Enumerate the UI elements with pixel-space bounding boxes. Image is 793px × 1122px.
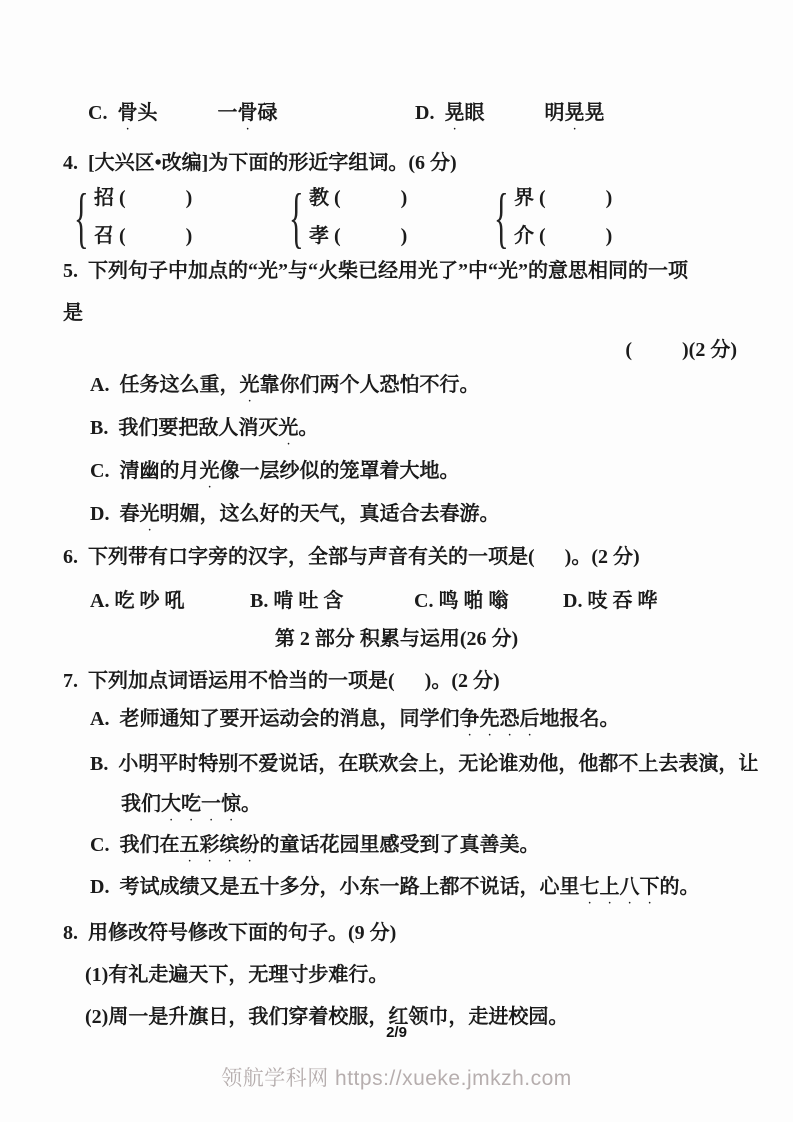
text-segment: 地报名。 xyxy=(539,708,620,730)
emphasized-text: 光 xyxy=(278,417,299,439)
text-segment xyxy=(157,102,217,124)
pair-word-bottom: 孝 ( ) xyxy=(309,225,408,247)
question8-item-2: (2)周一是升旗日，我们穿着校服，红领巾，走进校园。 xyxy=(85,1006,569,1028)
question4-stem: 4. [大兴区•改编]为下面的形近字组词。(6 分) xyxy=(63,152,457,174)
question7-option-a xyxy=(90,706,619,741)
text-segment: 明媚，这么好的天气，真适合去春游。 xyxy=(159,503,500,525)
emphasized-text: 五彩缤纷 xyxy=(179,834,260,856)
emphasized-text: 光 xyxy=(139,503,160,525)
question5-option-d xyxy=(90,501,499,536)
text-segment: A. 老师通知了要开运动会的消息，同学们 xyxy=(90,708,460,730)
text-segment: 的童话花园里感受到了真善美。 xyxy=(259,834,540,856)
text-segment: 眼 xyxy=(464,102,485,124)
question4-pair-group-3 xyxy=(494,179,613,255)
question4-pair-group-1 xyxy=(74,179,193,255)
pair-word-top: 招 ( ) xyxy=(94,187,193,209)
question6-option-a: A. 吃 吵 吼 xyxy=(90,590,185,612)
text-segment: 头 xyxy=(137,102,158,124)
text-segment: 。 xyxy=(241,793,261,815)
text-segment: D. 春 xyxy=(90,503,140,525)
text-segment: 晃 xyxy=(584,102,605,124)
pair-word-top: 界 ( ) xyxy=(514,187,613,209)
text-segment: D. 考试成绩又是五十多分，小东一路上都不说话，心里 xyxy=(90,876,580,898)
left-brace-glyph: { xyxy=(74,179,89,255)
question6-option-d: D. 吱 吞 哗 xyxy=(563,590,658,612)
question6-stem: 6. 下列带有口字旁的汉字，全部与声音有关的一项是( )。(2 分) xyxy=(63,546,640,568)
pair-word-bottom: 介 ( ) xyxy=(514,225,613,247)
question6-option-b: B. 啃 吐 含 xyxy=(250,590,344,612)
question8-stem: 8. 用修改符号修改下面的句子。(9 分) xyxy=(63,922,397,944)
question6-option-c: C. 鸣 啪 嗡 xyxy=(414,590,509,612)
text-segment: A. 任务这么重， xyxy=(90,374,240,396)
question4-pair-group-2 xyxy=(289,179,408,255)
emphasized-text: 骨 xyxy=(117,102,138,124)
text-segment: 。 xyxy=(298,417,319,439)
section2-title: 第 2 部分 积累与运用(26 分) xyxy=(274,628,519,650)
text-segment: 一 xyxy=(217,102,238,124)
left-brace-glyph: { xyxy=(289,179,304,255)
text-segment: 明 xyxy=(544,102,565,124)
question8-item-1: (1)有礼走遍天下，无理寸步难行。 xyxy=(85,964,389,986)
left-brace-glyph: { xyxy=(494,179,509,255)
question3-option-d xyxy=(415,100,604,135)
question5-stem-line1: 5. 下列句子中加点的“光”与“火柴已经用光了”中“光”的意思相同的一项 xyxy=(63,260,688,282)
page-number: 2/9 xyxy=(386,1024,407,1041)
question5-option-a xyxy=(90,372,479,407)
emphasized-text: 晃 xyxy=(564,102,585,124)
emphasized-text: 光 xyxy=(199,460,220,482)
question5-answer-blank: ( )(2 分) xyxy=(625,339,737,361)
emphasized-text: 光 xyxy=(239,374,260,396)
question7-stem: 7. 下列加点词语运用不恰当的一项是( )。(2 分) xyxy=(63,670,500,692)
question7-option-b-line2 xyxy=(121,791,261,826)
pair-word-top: 教 ( ) xyxy=(309,187,408,209)
text-segment: 的。 xyxy=(659,876,700,898)
text-segment: C. 我们在 xyxy=(90,834,180,856)
emphasized-text: 争先恐后 xyxy=(459,708,540,730)
text-segment: C. xyxy=(88,102,118,124)
text-segment: C. 清幽的月 xyxy=(90,460,200,482)
emphasized-text: 晃 xyxy=(444,102,465,124)
question7-option-d xyxy=(90,874,699,909)
text-segment xyxy=(484,102,544,124)
text-segment: D. xyxy=(415,102,445,124)
text-segment: B. 小明平时特别不爱说话，在联欢会上，无论谁劝他，他都不上去表演，让 xyxy=(90,753,759,775)
emphasized-text: 七上八下 xyxy=(579,876,660,898)
text-segment: 碌 xyxy=(257,102,278,124)
text-segment: B. 我们要把敌人消灭 xyxy=(90,417,279,439)
text-segment: 我们 xyxy=(121,793,161,815)
question5-option-c xyxy=(90,458,459,493)
watermark-text: 领航学科网 https://xueke.jmkzh.com xyxy=(221,1067,572,1090)
question7-option-c xyxy=(90,832,539,867)
emphasized-text: 大吃一惊 xyxy=(161,793,241,815)
text-segment: 像一层纱似的笼罩着大地。 xyxy=(219,460,460,482)
text-segment: 靠你们两个人恐怕不行。 xyxy=(259,374,480,396)
question3-option-c xyxy=(88,100,277,135)
question5-option-b xyxy=(90,415,318,450)
question7-option-b-line1 xyxy=(90,751,758,777)
question5-stem-line2: 是 xyxy=(63,302,83,324)
pair-word-bottom: 召 ( ) xyxy=(94,225,193,247)
emphasized-text: 骨 xyxy=(237,102,258,124)
